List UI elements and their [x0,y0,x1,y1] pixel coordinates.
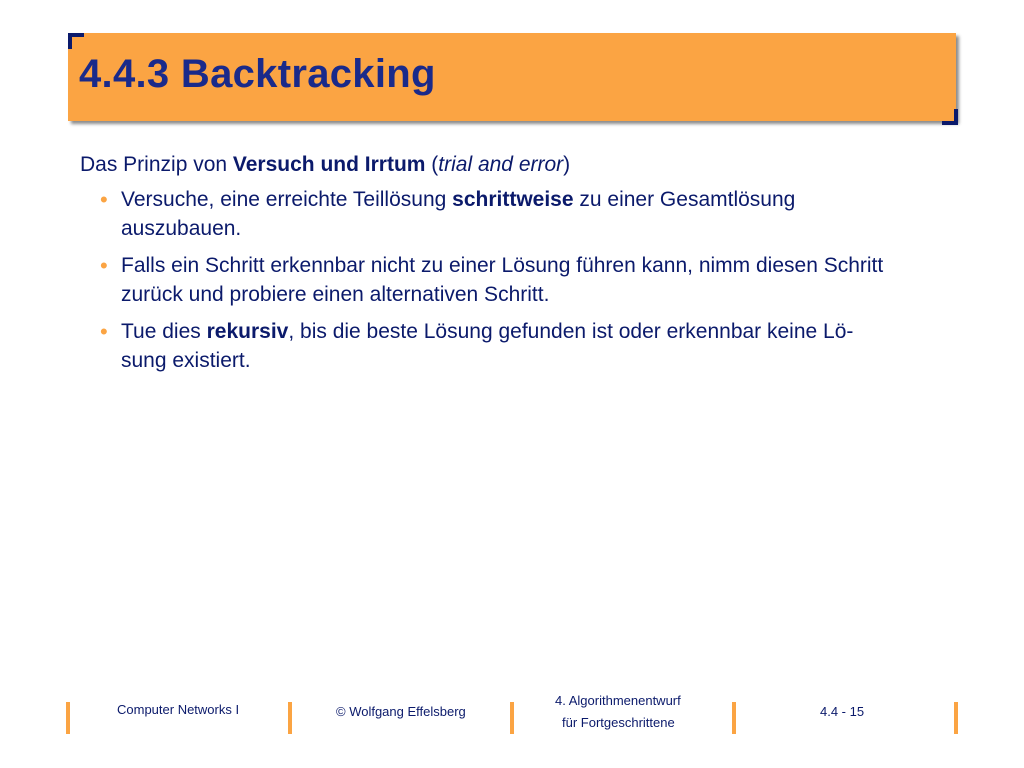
bullet-dot-icon: • [100,319,108,344]
intro-line [80,150,940,179]
intro-bold: Versuch und Irrtum [232,153,426,176]
title-corner-top-left [68,33,84,49]
footer-chapter-line2: für Fortgeschrittene [562,715,675,730]
bullet-dot-icon: • [100,187,108,212]
bullet-item [100,317,921,375]
footer-chapter-line1: 4. Algorithmenentwurf [555,693,681,708]
bullet-item [100,251,921,309]
footer-page-number: 4.4 - 15 [820,704,865,719]
bullet-1-post: zu einer Gesamtlösung auszubauen. [121,188,796,240]
bullet-item [100,185,921,243]
bullet-1-bold: schrittweise [452,188,574,211]
bullet-2-text: Falls ein Schritt erkennbar nicht zu einer Lösung führen kann, nimm diesen Schritt zurück und probiere einen alternativen Schritt. [121,254,884,306]
bullet-3-post-line2: sung existiert. [121,349,251,372]
intro-pre: Das Prinzip von [80,153,233,176]
footer-divider [288,702,292,734]
footer-author: © Wolfgang Effelsberg [336,704,466,719]
intro-mid: ( [425,153,439,176]
footer-divider [732,702,736,734]
slide-content [80,150,940,383]
intro-post: ) [563,153,571,176]
footer-divider [510,702,514,734]
bullet-3-bold: rekursiv [206,320,289,343]
bullet-3-post-line1: , bis die beste Lösung gefunden ist oder erkennbar keine Lö- [288,320,854,343]
bullet-3-pre: Tue dies [121,320,207,343]
footer-divider [954,702,958,734]
bullet-1-pre: Versuche, eine erreichte Teillösung [121,188,453,211]
title-corner-bottom-right [942,109,958,125]
bullet-dot-icon: • [100,253,108,278]
slide-title: 4.4.3 Backtracking [79,52,436,96]
bullet-list [80,185,940,375]
footer-divider [66,702,70,734]
intro-italic: trial and error [438,153,564,176]
footer-course: Computer Networks I [117,702,240,717]
